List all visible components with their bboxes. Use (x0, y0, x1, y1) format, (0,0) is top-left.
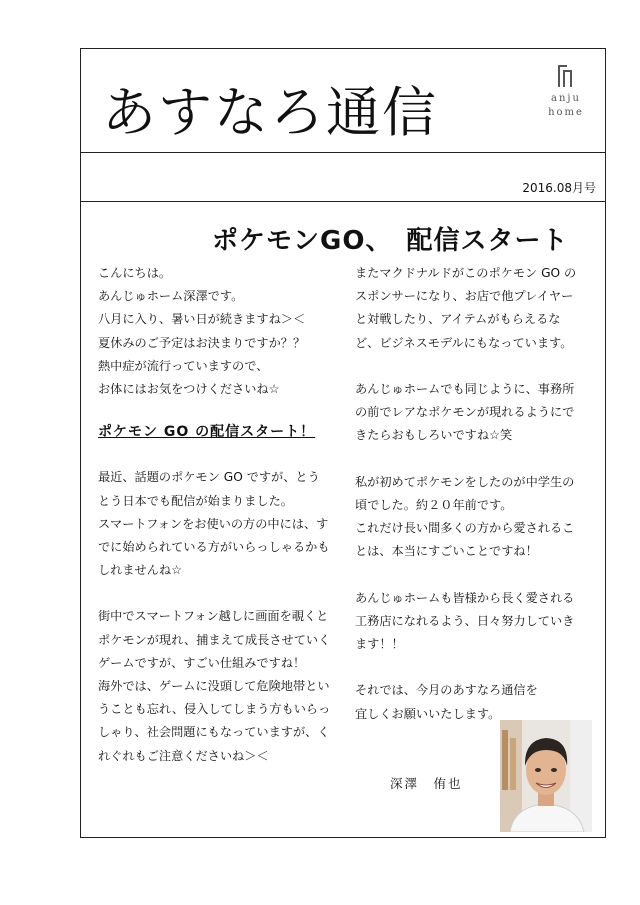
issue-divider (80, 201, 606, 202)
logo-text-anju: anju (551, 93, 581, 104)
paragraph-gap (355, 563, 589, 586)
left-column (98, 262, 334, 768)
issue-date: 2016.08月号 (522, 181, 596, 195)
body-line: でに始められている方がいらっしゃるかも (98, 539, 330, 554)
intro-line: こんにちは。 (98, 266, 172, 280)
intro-line: お体にはお気をつけくださいね☆ (98, 381, 280, 396)
newsletter-title: あすなろ通信 (102, 81, 438, 144)
body-line: あんじゅホームも皆様から長く愛される (355, 590, 575, 605)
title-divider (80, 152, 606, 153)
body-line: きたらおもしろいですね☆笑 (355, 428, 513, 443)
paragraph-gap (98, 582, 334, 605)
body-line: またマクドナルドがこのポケモン GO の (355, 266, 577, 280)
paragraph-gap (355, 355, 589, 378)
body-line: とう日本でも配信が始まりました。 (98, 493, 293, 508)
intro-line: あんじゅホーム深澤です。 (98, 289, 244, 304)
body-line: スマートフォンをお使いの方の中には、す (98, 516, 329, 531)
portrait-image (500, 720, 592, 832)
body-line: ポケモンが現れ、捕まえて成長させていく (98, 632, 331, 647)
body-line: とは、本当にすごいことですね！ (355, 544, 538, 559)
body-line: あんじゅホームでも同じように、事務所 (355, 381, 575, 396)
paragraph-gap (355, 448, 589, 471)
body-line: れぐれもご注意くださいね＞＜ (98, 748, 269, 763)
body-line: ゲームですが、すごい仕組みですね！ (98, 655, 306, 670)
body-line: 宜しくお願いいたします。 (355, 706, 501, 721)
body-line: それでは、今月のあすなろ通信を (355, 683, 538, 698)
intro-line: 八月に入り、暑い日が続きますね＞＜ (98, 312, 306, 327)
body-line: の前でレアなポケモンが現れるようにで (355, 405, 575, 420)
anju-home-logo-icon (557, 64, 575, 88)
headline: ポケモンGO、 配信スタート (212, 226, 569, 256)
company-logo (548, 64, 584, 120)
right-column (355, 262, 589, 726)
body-line: ます！！ (355, 637, 404, 651)
body-line: しれませんね☆ (98, 563, 183, 578)
section-subheading: ポケモン GO の配信スタート！ (98, 424, 316, 441)
body-line: これだけ長い間多くの方から愛されるこ (355, 521, 575, 536)
logo-text-home: home (548, 107, 584, 118)
body-line: 最近、話題のポケモン GO ですが、とう (98, 470, 320, 485)
body-line: しゃり、社会問題にもなっていますが、く (98, 725, 330, 740)
body-line: 私が初めてポケモンをしたのが中学生の (355, 474, 575, 489)
body-line: うことも忘れ、侵入してしまう方もいらっ (98, 702, 331, 717)
body-line: ど、ビジネスモデルにもなっています。 (355, 335, 573, 350)
body-line: 街中でスマートフォン越しに画面を覗くと (98, 609, 329, 624)
body-line: スポンサーになり、お店で他プレイヤー (355, 289, 574, 304)
author-photo (500, 720, 592, 832)
author-signature: 深澤 侑也 (390, 776, 463, 791)
body-line: と対戦したり、アイテムがもらえるな (355, 312, 561, 327)
intro-line: 夏休みのご予定はお決まりですか？？ (98, 335, 306, 350)
body-line: 海外では、ゲームに没頭して危険地帯とい (98, 679, 330, 694)
body-line: 工務店になれるよう、日々努力していき (355, 613, 575, 628)
paragraph-gap (355, 656, 589, 679)
body-line: 頃でした。約２０年前です。 (355, 497, 513, 512)
intro-line: 熱中症が流行っていますので、 (98, 358, 269, 373)
